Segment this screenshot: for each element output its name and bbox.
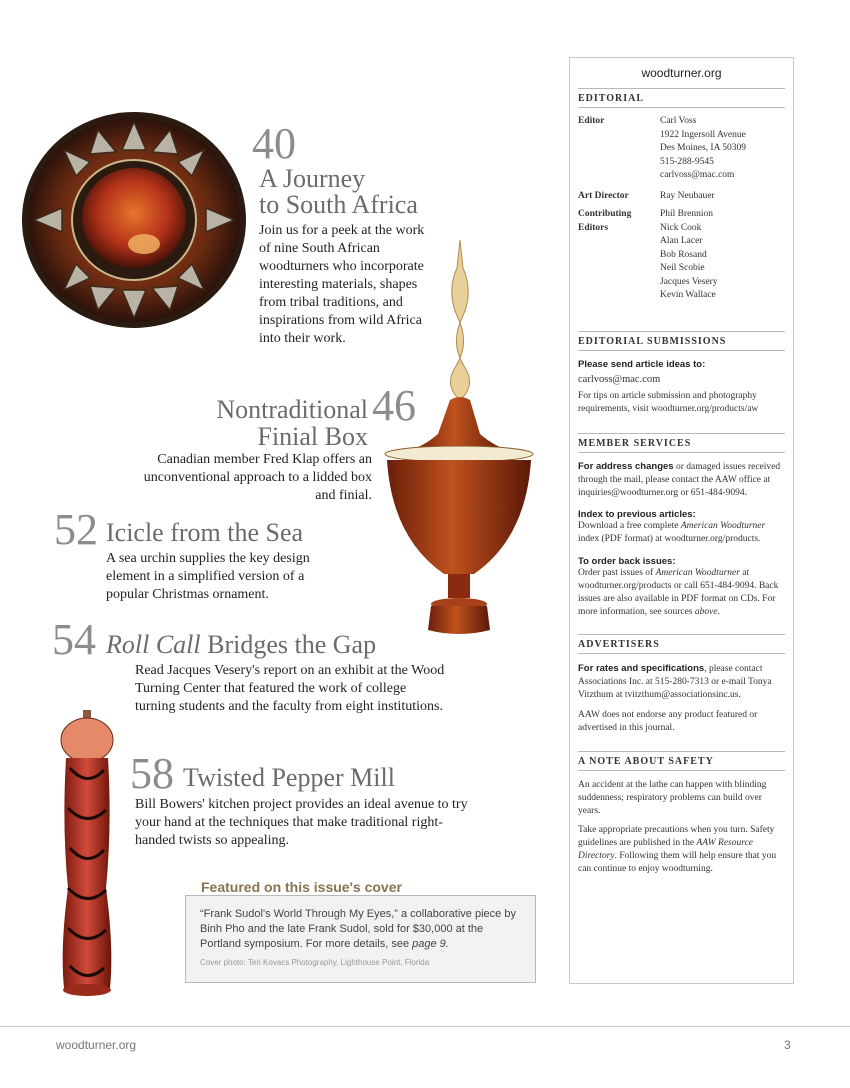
editor-label: Editor — [578, 116, 605, 126]
safety-para-1: An accident at the lathe can happen with blinding suddenness; respiratory problems can build over years. — [578, 779, 767, 816]
contributing-editor: Alan Lacer — [660, 236, 703, 246]
advertisers-bold: For rates and specifications — [578, 662, 705, 674]
safety-para-2 — [578, 824, 785, 876]
contributing-editor: Jacques Vesery — [660, 276, 718, 287]
advertisers-heading: ADVERTISERS — [578, 634, 785, 654]
back-issues-heading: To order back issues: — [578, 555, 676, 567]
article-title-line: to South Africa — [259, 190, 418, 219]
address-changes-bold: For address changes — [578, 460, 674, 472]
cover-credit: Cover photo: Teri Kovacs Photography, Lighthouse Point, Florida — [200, 958, 430, 967]
back-issues-text-2: at woodturner.org/products or call 651-484-9094. Back issues are also available in PDF format on CDs. For more information, see sources — [578, 567, 779, 617]
article-title[interactable]: Twisted Pepper Mill — [183, 763, 395, 792]
article-title[interactable] — [150, 396, 368, 450]
african-platter-image — [20, 110, 248, 330]
index-text — [578, 520, 785, 546]
index-heading: Index to previous articles: — [578, 508, 696, 520]
contributing-editor: Nick Cook — [660, 222, 702, 233]
article-title[interactable] — [259, 166, 459, 218]
article-title-line: Nontraditional — [216, 395, 368, 424]
article-description: A sea urchin supplies the key design element in a simplified version of a popular Christmas ornament. — [106, 551, 310, 602]
cover-page-link[interactable]: page 9. — [412, 938, 449, 950]
article-description: Join us for a peek at the work of nine South African woodturners who incorporate interesting materials, shapes from tribal traditions, and inspirations from wild Africa into their work. — [259, 223, 425, 346]
contributing-row — [578, 208, 785, 303]
advertisers-text — [578, 662, 785, 702]
contributing-label: Contributing — [578, 209, 632, 219]
safety-heading: A NOTE ABOUT SAFETY — [578, 751, 785, 771]
article-title[interactable]: Icicle from the Sea — [106, 518, 304, 547]
contributing-editor: Kevin Wallace — [660, 290, 716, 300]
advertisers-disclaimer: AAW does not endorse any product featured or advertised in this journal. — [578, 709, 758, 733]
address-changes-body: or damaged issues received through the mail, please contact the AAW office at inquiries@woodturner.org or 651-484-9094. — [578, 461, 781, 498]
address-changes-text — [578, 460, 785, 500]
submissions-heading: EDITORIAL SUBMISSIONS — [578, 331, 785, 351]
back-issues-text-3: . — [717, 606, 720, 617]
submissions-text: For tips on article submission and photography requirements, visit woodturner.org/products/aw — [578, 390, 759, 414]
article-number: 52 — [54, 505, 98, 554]
index-text-1: Download a free complete — [578, 520, 681, 531]
contributing-label: Editors — [578, 222, 609, 233]
editor-line: 515-288-9545 — [660, 156, 714, 167]
editorial-heading: EDITORIAL — [578, 88, 785, 108]
article-number: 54 — [52, 615, 96, 664]
safety-para-2-italic: AAW Resource Directory — [578, 837, 754, 861]
article-title-line: Finial Box — [257, 422, 368, 451]
article-number: 46 — [372, 381, 416, 430]
article-title-italic: Roll Call — [106, 630, 201, 659]
safety-para-2-1: Take appropriate precautions when you turn. Safety guidelines are published in the — [578, 824, 775, 848]
back-issues-text — [578, 567, 785, 619]
editor-row — [578, 115, 785, 183]
submissions-lead: Please send article ideas to: — [578, 358, 706, 370]
article-title-rest: Bridges the Gap — [200, 630, 377, 659]
back-issues-italic: American Woodturner — [655, 567, 740, 578]
index-text-italic: American Woodturner — [680, 520, 766, 531]
back-issues-italic-2: above — [694, 606, 718, 617]
cover-box — [185, 895, 536, 983]
article-description: Canadian member Fred Klap offers an unconventional approach to a lidded box and finial. — [143, 452, 372, 503]
cover-heading: Featured on this issue's cover — [201, 879, 402, 895]
editor-line: Des Moines, IA 50309 — [660, 143, 747, 153]
member-services-heading: MEMBER SERVICES — [578, 433, 785, 453]
editor-email[interactable]: carlvoss@mac.com — [660, 170, 735, 180]
back-issues-text-1: Order past issues of — [578, 567, 656, 578]
article-description: Read Jacques Vesery's report on an exhibit at the Wood Turning Center that featured the work of college turning students and the faculty from eight institutions. — [135, 663, 445, 714]
contributing-editor: Phil Brennion — [660, 209, 714, 219]
editor-line: Carl Voss — [660, 116, 697, 126]
art-director-label: Art Director — [578, 190, 629, 201]
sidebar-site[interactable]: woodturner.org — [641, 66, 722, 80]
article-title[interactable] — [106, 631, 376, 659]
footer-site[interactable]: woodturner.org — [56, 1038, 137, 1052]
footer-divider — [0, 1026, 850, 1027]
index-text-2: index (PDF format) at woodturner.org/products. — [578, 533, 761, 544]
article-number: 58 — [130, 749, 174, 798]
art-director-name: Ray Neubauer — [660, 190, 715, 201]
contributing-editor: Bob Rosand — [660, 249, 707, 260]
pepper-mill-image — [56, 708, 118, 998]
masthead-sidebar — [569, 57, 794, 984]
page-number: 3 — [784, 1038, 791, 1052]
editor-line: 1922 Ingersoll Avenue — [660, 129, 746, 140]
article-description: Bill Bowers' kitchen project provides an ideal avenue to try your hand at the techniques that make traditional right-handed twists so appealing. — [135, 797, 468, 848]
article-number: 40 — [252, 119, 296, 168]
submissions-email[interactable]: carlvoss@mac.com — [578, 373, 661, 385]
advertisers-body: , please contact Associations Inc. at 515-280-7313 or e-mail Tonya Vitzthum at tvitzthum@associationsinc.us. — [578, 663, 772, 700]
contributing-editor: Neil Scobie — [660, 263, 705, 273]
art-director-row — [578, 190, 785, 204]
safety-para-2-2: . Following them will help ensure that you can continue to enjoy woodturning. — [578, 850, 777, 874]
cover-text — [200, 907, 525, 952]
cover-text-body: “Frank Sudol's World Through My Eyes,” a collaborative piece by Binh Pho and the late Frank Sudol, sold for $30,000 at the Portland symposium. For more details, see — [200, 908, 516, 950]
article-title-line: A Journey — [259, 164, 366, 193]
